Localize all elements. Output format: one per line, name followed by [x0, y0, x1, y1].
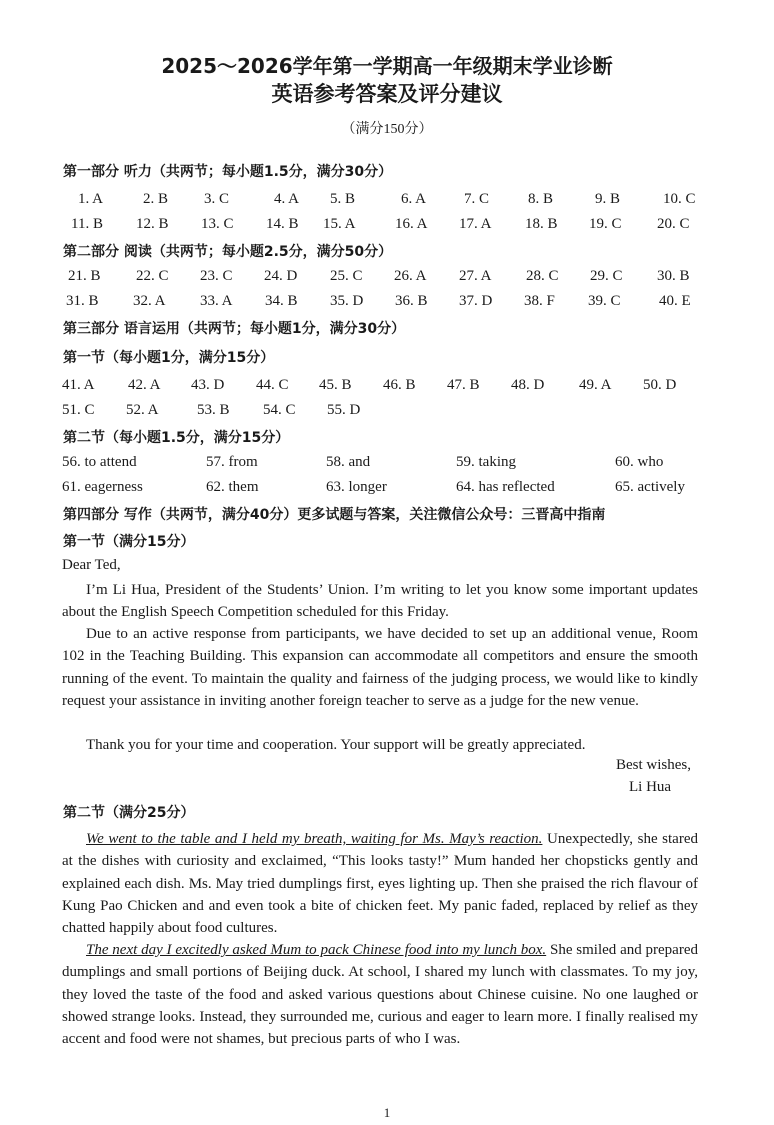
part4-section2-heading: 第二节（满分25分）: [63, 805, 195, 821]
answer-item: 20. C: [657, 216, 690, 232]
answer-item: 22. C: [136, 268, 169, 284]
answer-row: [0, 454, 774, 476]
answer-row: [0, 293, 774, 315]
answer-item: 57. from: [206, 454, 258, 470]
answer-item: 35. D: [330, 293, 364, 309]
answer-item: 50. D: [643, 377, 677, 393]
answer-item: 58. and: [326, 454, 371, 470]
answer-item: 54. C: [263, 402, 296, 418]
answer-item: 47. B: [447, 377, 480, 393]
answer-item: 44. C: [256, 377, 289, 393]
answer-row: [0, 479, 774, 501]
answer-item: 8. B: [528, 191, 554, 207]
answer-item: 41. A: [62, 377, 95, 393]
answer-item: 17. A: [459, 216, 492, 232]
answer-item: 5. B: [330, 191, 356, 207]
page-number: 1: [383, 1105, 391, 1120]
answer-item: 11. B: [71, 216, 103, 232]
answer-item: 19. C: [589, 216, 622, 232]
answer-item: 12. B: [136, 216, 169, 232]
answer-item: 25. C: [330, 268, 363, 284]
letter-signature: Li Hua: [629, 779, 672, 795]
letter-paragraph: Due to an active response from participants, we have decided to set up an additional venue, Room 102 in the Teaching Building. This expansion can accommodate all competitors and ensure the smooth running of the event. To maintain the quality and fairness of the judging process, we would like to kindly request your assistance in inviting another foreign teacher to serve as a judge for the new venue.: [62, 626, 698, 709]
answer-item: 42. A: [128, 377, 161, 393]
answer-item: 15. A: [323, 216, 356, 232]
letter-closing: Best wishes,: [616, 757, 691, 773]
title-line-1: 2025～2026学年第一学期高一年级期末学业诊断: [161, 54, 613, 78]
paragraph-lead-sentence: We went to the table and I held my breath, waiting for Ms. May’s reaction.: [86, 831, 543, 847]
answer-item: 27. A: [459, 268, 492, 284]
answer-item: 13. C: [201, 216, 234, 232]
title-line-2: 英语参考答案及评分建议: [271, 82, 503, 106]
part1-heading: 第一部分 听力（共两节；每小题1.5分，满分30分）: [63, 164, 393, 180]
answer-item: 18. B: [525, 216, 558, 232]
answer-item: 1. A: [78, 191, 104, 207]
answer-item: 16. A: [395, 216, 428, 232]
answer-item: 60. who: [615, 454, 664, 470]
story-paragraph-2: [62, 939, 698, 1050]
answer-row: [0, 191, 774, 213]
answer-item: 46. B: [383, 377, 416, 393]
answer-item: 51. C: [62, 402, 95, 418]
answer-item: 36. B: [395, 293, 428, 309]
answer-item: 43. D: [191, 377, 225, 393]
answer-item: 23. C: [200, 268, 233, 284]
answer-item: 33. A: [200, 293, 233, 309]
answer-item: 7. C: [464, 191, 490, 207]
letter-paragraph: I’m Li Hua, President of the Students’ Union. I’m writing to let you know some important updates about the English Speech Competition scheduled for this Friday.: [62, 582, 698, 621]
answer-item: 31. B: [66, 293, 99, 309]
answer-item: 55. D: [327, 402, 361, 418]
answer-item: 38. F: [524, 293, 555, 309]
answer-item: 3. C: [204, 191, 230, 207]
letter-paragraph: Thank you for your time and cooperation. Your support will be greatly appreciated.: [86, 737, 586, 753]
part4-section1-heading: 第一节（满分15分）: [63, 534, 195, 550]
answer-item: 29. C: [590, 268, 623, 284]
answer-item: 39. C: [588, 293, 621, 309]
answer-item: 9. B: [595, 191, 621, 207]
paragraph-lead-sentence: The next day I excitedly asked Mum to pack Chinese food into my lunch box.: [86, 942, 547, 958]
answer-row: [0, 377, 774, 399]
answer-item: 10. C: [663, 191, 696, 207]
answer-item: 14. B: [266, 216, 299, 232]
answer-item: 30. B: [657, 268, 690, 284]
answer-item: 2. B: [143, 191, 169, 207]
answer-row: [0, 402, 774, 424]
part3-section2-heading: 第二节（每小题1.5分，满分15分）: [63, 430, 290, 446]
story-paragraph-1: [62, 828, 698, 939]
answer-item: 52. A: [126, 402, 159, 418]
answer-item: 26. A: [394, 268, 427, 284]
part3-section1-heading: 第一节（每小题1分，满分15分）: [63, 350, 275, 366]
answer-item: 64. has reflected: [456, 479, 555, 495]
paragraph-body: Unexpectedly, she stared at the dishes with curiosity and exclaimed, “This looks tasty!” Mum handed her chopsticks gently and explained each dish. Ms. May tried dumplings first, eyes lighting up. Then she praised the rich flavour of Kung Pao Chicken and and even took a bite of chicken feet. My panic faded, replaced by relief as they chatted happily about food cultures.: [62, 831, 698, 937]
answer-item: 65. actively: [615, 479, 685, 495]
answer-item: 45. B: [319, 377, 352, 393]
part3-heading: 第三部分 语言运用（共两节；每小题1分，满分30分）: [63, 321, 406, 337]
answer-item: 48. D: [511, 377, 545, 393]
answer-item: 62. them: [206, 479, 259, 495]
answer-item: 4. A: [274, 191, 300, 207]
answer-item: 34. B: [265, 293, 298, 309]
answer-item: 28. C: [526, 268, 559, 284]
letter-greeting: Dear Ted,: [62, 557, 121, 573]
answer-item: 37. D: [459, 293, 493, 309]
answer-row: [0, 268, 774, 290]
answer-item: 53. B: [197, 402, 230, 418]
answer-row: [0, 216, 774, 238]
answer-item: 49. A: [579, 377, 612, 393]
answer-item: 59. taking: [456, 454, 516, 470]
answer-item: 6. A: [401, 191, 427, 207]
answer-item: 40. E: [659, 293, 691, 309]
answer-item: 61. eagerness: [62, 479, 143, 495]
part4-heading: 第四部分 写作（共两节，满分40分）更多试题与答案，关注微信公众号：三晋高中指南: [63, 507, 606, 523]
full-marks: （满分150分）: [341, 122, 433, 137]
answer-item: 32. A: [133, 293, 166, 309]
answer-item: 24. D: [264, 268, 298, 284]
paragraph-body: She smiled and prepared dumplings and small portions of Beijing duck. At school, I shared my lunch with classmates. To my joy, they loved the taste of the food and asked various questions about Chinese cuisine. No one laughed or showed strange looks. Instead, they surrounded me, curious and eager to learn more. I finally realised my accent and food were not shames, but precious parts of who I was.: [62, 942, 698, 1048]
answer-item: 21. B: [68, 268, 101, 284]
answer-item: 56. to attend: [62, 454, 137, 470]
answer-item: 63. longer: [326, 479, 387, 495]
part2-heading: 第二部分 阅读（共两节；每小题2.5分，满分50分）: [63, 244, 393, 260]
